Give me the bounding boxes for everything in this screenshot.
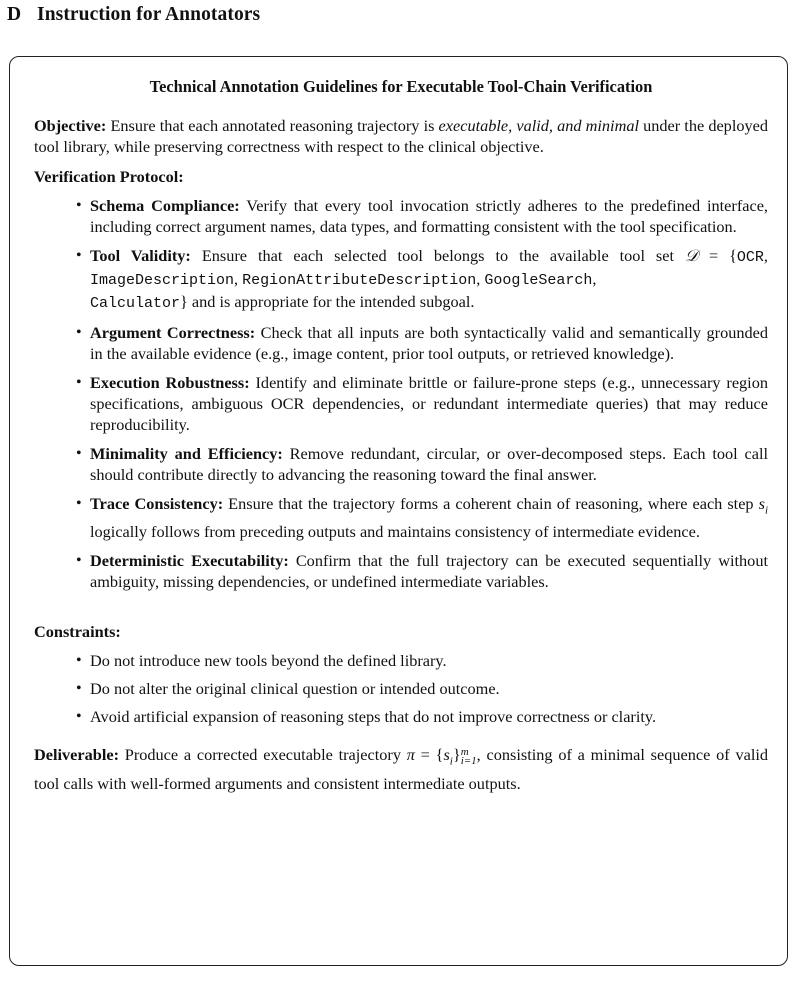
list-item: • Tool Validity: Ensure that each selected tool belongs to the available tool set 𝒟 = {OCR, ImageDescription, RegionAttributeDescription, GoogleSearch, Calculator} and is appropriate for the intended subgoal. xyxy=(90,245,768,314)
box-title: Technical Annotation Guidelines for Executable Tool-Chain Verification xyxy=(149,77,653,96)
section-number: D xyxy=(7,4,22,25)
constraint-text: • Avoid artificial expansion of reasoning steps that do not improve correctness or clarity. xyxy=(90,707,657,727)
tool-region-attribute-description: RegionAttributeDescription xyxy=(242,272,477,289)
item-text: Ensure that the trajectory forms a coherent chain of reasoning, where each step xyxy=(223,494,759,513)
objective-paragraph xyxy=(34,115,768,157)
item-label: Minimality and Efficiency: xyxy=(90,444,283,463)
deliverable-label: Deliverable: xyxy=(34,745,119,765)
list-item xyxy=(90,372,768,435)
section-heading xyxy=(7,4,260,26)
constraints-heading: Constraints: xyxy=(34,622,121,642)
objective-emphasis: executable, valid, and minimal xyxy=(438,116,639,135)
protocol-heading: Verification Protocol: xyxy=(34,167,184,186)
section-title: Instruction for Annotators xyxy=(37,4,261,25)
item-label: Trace Consistency: xyxy=(90,494,224,513)
item-label: Tool Validity: xyxy=(90,246,191,265)
list-item xyxy=(90,706,768,727)
formula-pi: π xyxy=(406,745,415,765)
list-item xyxy=(90,443,768,485)
deliverable-paragraph xyxy=(34,744,768,793)
step-variable: s xyxy=(758,494,765,513)
item-text: Remove redundant, circular, or over-decomposed steps. Each tool call should contribute directly to advancing the reasoning toward the final answer. xyxy=(90,444,769,484)
protocol-list xyxy=(34,195,768,592)
formula-superscript: m xyxy=(460,745,469,758)
list-item xyxy=(90,678,768,699)
formula-s-subscript: i xyxy=(449,755,453,768)
formula-eq: = { xyxy=(414,745,444,765)
deliverable-tail: , consisting of a minimal sequence of valid tool calls with well-formed arguments and consistent intermediate outputs. xyxy=(34,745,769,793)
constraint-text: • Do not introduce new tools beyond the defined library. xyxy=(90,651,447,671)
tool-set-symbol: 𝒟 xyxy=(684,246,698,265)
objective-lead: Ensure that each annotated reasoning trajectory is xyxy=(106,116,439,135)
list-item xyxy=(90,493,768,542)
deliverable-lead: Produce a corrected executable trajectory xyxy=(119,745,407,765)
formula-subscript: i=1 xyxy=(460,754,477,767)
constraints-list xyxy=(34,650,768,727)
formula-close: } xyxy=(452,745,461,765)
item-text-tail: logically follows from preceding outputs and maintains consistency of intermediate evidence. xyxy=(90,522,700,542)
list-item xyxy=(90,650,768,671)
list-item xyxy=(90,550,768,592)
list-item xyxy=(90,195,768,237)
guidelines-box xyxy=(9,56,788,966)
formula-s: s xyxy=(443,745,450,765)
step-variable-subscript: i xyxy=(764,504,768,517)
item-label: Argument Correctness: xyxy=(90,323,256,342)
tool-image-description: ImageDescription xyxy=(90,272,235,289)
objective-label: Objective: xyxy=(34,116,107,135)
constraint-text: • Do not alter the original clinical question or intended outcome. xyxy=(90,679,500,699)
tool-set-eq: = { xyxy=(697,246,737,265)
tool-ocr: OCR xyxy=(736,249,764,266)
item-text: Identify and eliminate brittle or failure-prone steps (e.g., unnecessary region specifications, ambiguous OCR dependencies, or redundant intermediate queries) that may reduce reproducibility. xyxy=(90,373,768,434)
item-label: Deterministic Executability: xyxy=(90,551,289,571)
tool-google-search: GoogleSearch xyxy=(484,272,593,289)
item-label: Execution Robustness: xyxy=(90,373,250,392)
item-text: Check that all inputs are both syntactically valid and semantically grounded in the available evidence (e.g., image content, prior tool outputs, or retrieved knowledge). xyxy=(90,323,768,363)
item-text: Confirm that the full trajectory can be executed sequentially without ambiguity, missing dependencies, or undefined intermediate variables. xyxy=(90,551,768,592)
item-label: Schema Compliance: xyxy=(90,196,240,215)
tool-calculator: Calculator xyxy=(90,295,181,312)
list-item xyxy=(90,322,768,364)
item-text-tail: } and is appropriate for the intended subgoal. xyxy=(180,292,475,311)
objective-tail: under the deployed tool library, while preserving correctness with respect to the clinical objective. xyxy=(34,116,768,156)
item-text: Ensure that each selected tool belongs to the available tool set xyxy=(190,246,685,265)
item-text: Verify that every tool invocation strictly adheres to the predefined interface, including correct argument names, data types, and formatting consistent with the tool specification. xyxy=(90,196,768,236)
